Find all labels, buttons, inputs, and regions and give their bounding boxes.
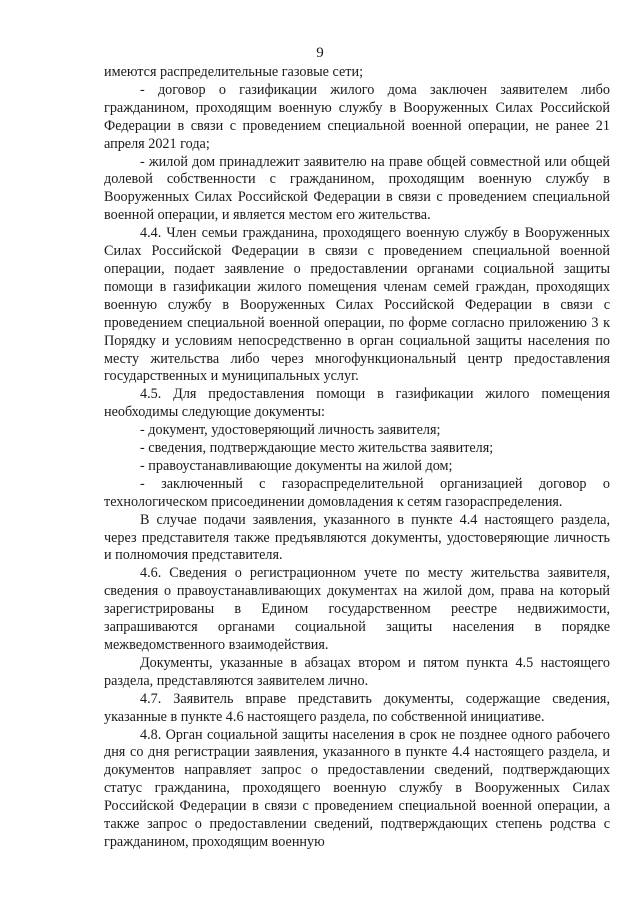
paragraph: - договор о газификации жилого дома заключен заявителем либо гражданином, проходящим военную службу в Вооруженных Силах Российской Федерации в связи с проведением специальной военной операции, не ранее 21 апреля 2021 года; <box>104 81 610 152</box>
paragraph: - жилой дом принадлежит заявителю на праве общей совместной или общей долевой собственности с гражданином, проходящим военную службу в Вооруженных Силах Российской Федерации в связи с проведением специальной военной операции, и является местом его жительства. <box>104 153 610 224</box>
paragraph-clause-4-6: 4.6. Сведения о регистрационном учете по месту жительства заявителя, сведения о правоустанавливающих документах на жилой дом, права на который зарегистрированы в Едином государственном реестре недвижимости, запрашиваются органами социальной защиты населения в порядке межведомственного взаимодействия. <box>104 565 610 653</box>
paragraph: В случае подачи заявления, указанного в пункте 4.4 настоящего раздела, через представителя также предъявляются документы, удостоверяющие личность и полномочия представителя. <box>104 511 610 564</box>
document-body <box>104 64 610 852</box>
paragraph-clause-4-7: 4.7. Заявитель вправе представить документы, содержащие сведения, указанные в пункте 4.6 настоящего раздела, по собственной инициативе. <box>104 690 610 725</box>
list-item: - заключенный с газораспределительной организацией договор о технологическом присоединении домовладения к сетям газораспределения. <box>104 475 610 510</box>
paragraph-clause-4-5: 4.5. Для предоставления помощи в газификации жилого помещения необходимы следующие документы: <box>104 386 610 421</box>
paragraph-clause-4-8: 4.8. Орган социальной защиты населения в срок не позднее одного рабочего дня со дня регистрации заявления, указанного в пункте 4.4 настоящего раздела, и документов направляет запрос о предоставлении сведений, подтверждающих статус гражданина, проходящего военную службу в Вооруженных Силах Российской Федерации в связи с проведением специальной военной операции, а также запрос о предоставлении сведений, подтверждающих степень родства с гражданином, проходящим военную <box>104 726 610 850</box>
list-item: - документ, удостоверяющий личность заявителя; <box>140 422 441 439</box>
page-number: 9 <box>316 45 324 61</box>
paragraph-continuation: имеются распределительные газовые сети; <box>104 64 364 80</box>
list-item: - сведения, подтверждающие место жительства заявителя; <box>140 440 494 457</box>
list-item: - правоустанавливающие документы на жилой дом; <box>140 457 453 474</box>
paragraph-clause-4-4: 4.4. Член семьи гражданина, проходящего военную службу в Вооруженных Силах Российской Федерации в связи с проведением специальной военной операции, подает заявление о предоставлении органами социальной защиты помощи в газификации жилого помещения членам семей граждан, проходящих военную службу в Вооруженных Силах Российской Федерации в связи с проведением специальной военной операции, по форме согласно приложению 3 к Порядку и условиям непосредственно в орган социальной защиты населения по месту жительства либо через многофункциональный центр предоставления государственных и муниципальных услуг. <box>104 225 610 385</box>
paragraph: Документы, указанные в абзацах втором и пятом пункта 4.5 настоящего раздела, представляются заявителем лично. <box>104 654 610 689</box>
